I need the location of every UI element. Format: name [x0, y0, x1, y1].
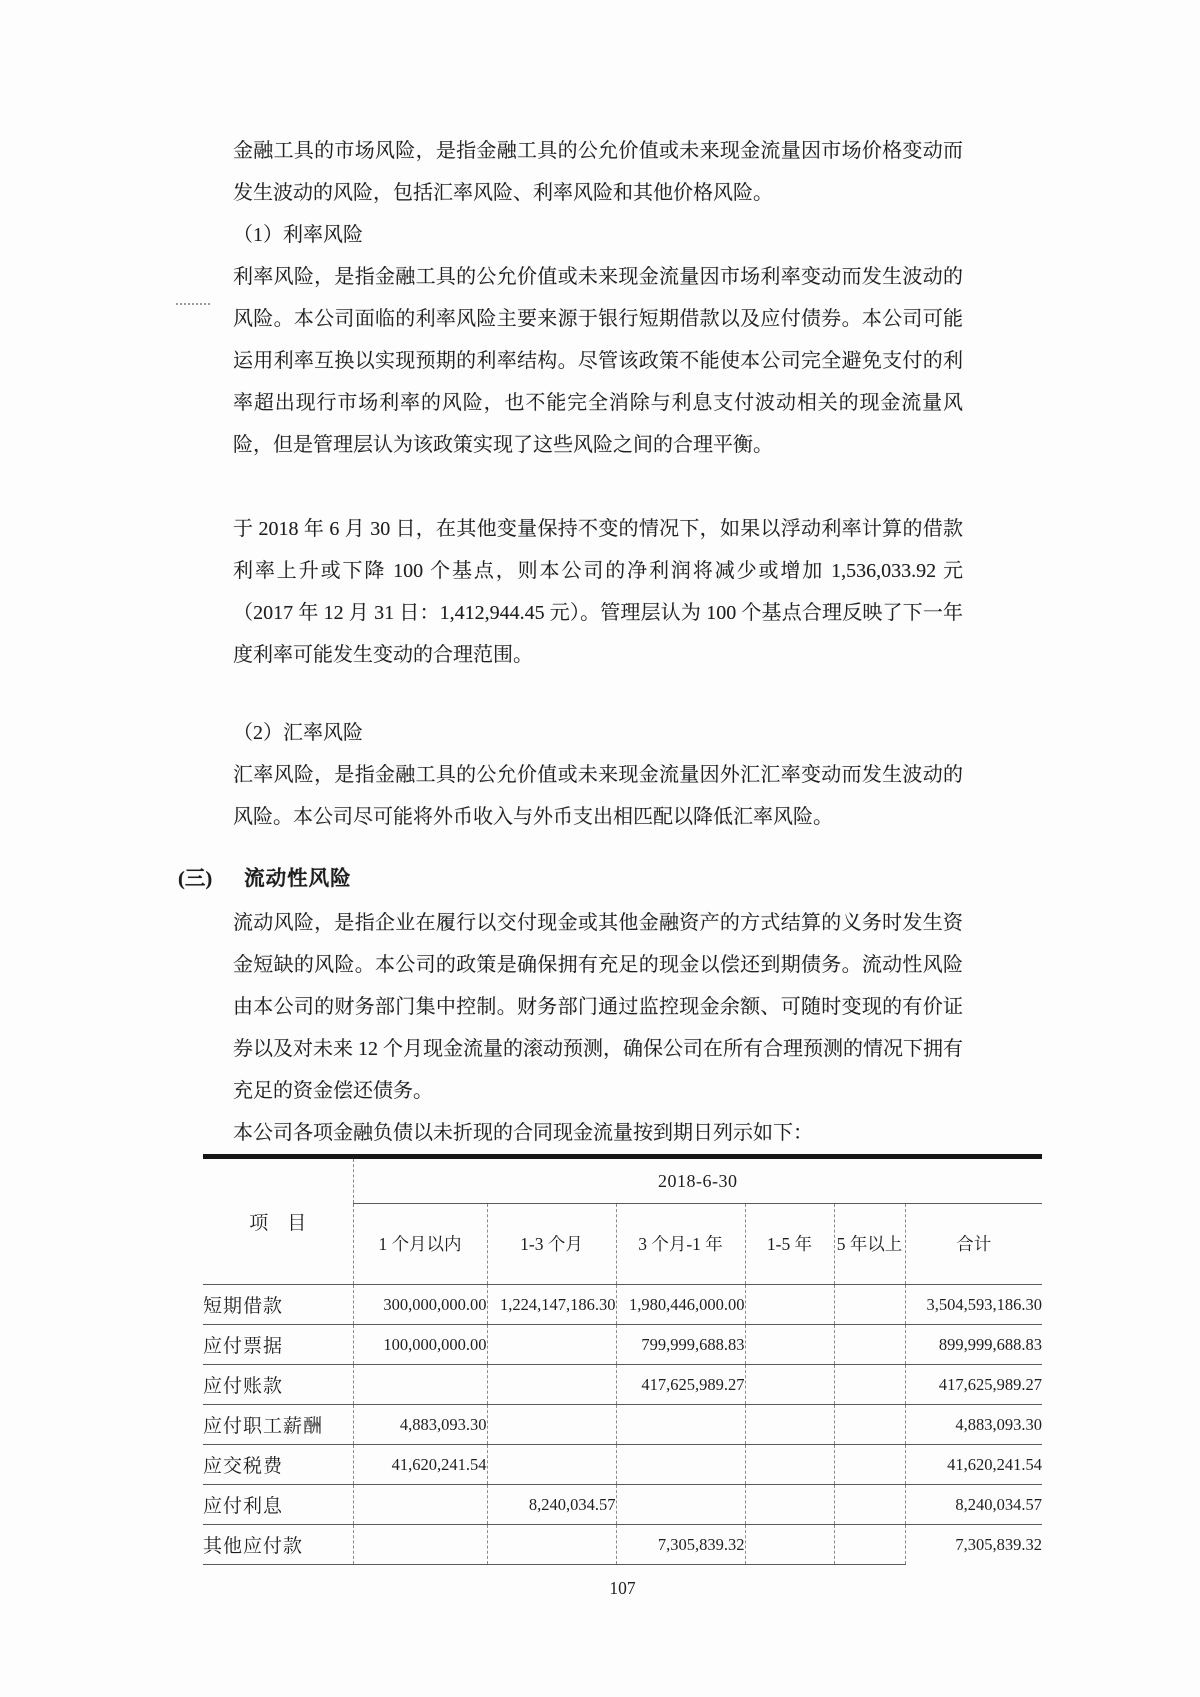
row-value: 799,999,688.83	[616, 1325, 745, 1365]
row-value: 7,305,839.32	[905, 1525, 1042, 1565]
row-value	[616, 1485, 745, 1525]
row-value: 417,625,989.27	[905, 1365, 1042, 1405]
row-value	[745, 1445, 834, 1485]
row-value: 4,883,093.30	[905, 1405, 1042, 1445]
row-item-label: 应交税费	[203, 1445, 353, 1485]
heading-interest-rate-risk: （1）利率风险	[233, 224, 363, 246]
para-market-risk: 金融工具的市场风险，是指金融工具的公允价值或未来现金流量因市场价格变动而发生波动的风险，包括汇率风险、利率风险和其他价格风险。	[233, 140, 963, 204]
row-item-label: 应付票据	[203, 1325, 353, 1365]
row-value	[834, 1445, 905, 1485]
table-row	[203, 1445, 1042, 1485]
row-value: 1,224,147,186.30	[487, 1285, 616, 1325]
row-value	[353, 1365, 487, 1405]
row-value: 100,000,000.00	[353, 1325, 487, 1365]
section-title: 流动性风险	[244, 868, 352, 890]
row-value	[616, 1405, 745, 1445]
row-value	[745, 1325, 834, 1365]
table-row	[203, 1325, 1042, 1365]
row-value	[834, 1525, 905, 1565]
table-row	[203, 1485, 1042, 1525]
table-row	[203, 1285, 1042, 1325]
row-value	[487, 1405, 616, 1445]
row-value	[834, 1405, 905, 1445]
row-item-label: 应付账款	[203, 1365, 353, 1405]
row-value: 899,999,688.83	[905, 1325, 1042, 1365]
row-value	[353, 1525, 487, 1565]
row-value	[745, 1365, 834, 1405]
row-value	[745, 1485, 834, 1525]
row-value	[834, 1365, 905, 1405]
row-value	[834, 1325, 905, 1365]
row-item-label: 应付职工薪酬	[203, 1405, 353, 1445]
table-header-col-over-5y: 5 年以上	[834, 1204, 905, 1285]
page-number: 107	[609, 1578, 636, 1598]
row-value	[353, 1485, 487, 1525]
row-value	[834, 1485, 905, 1525]
row-value: 4,883,093.30	[353, 1405, 487, 1445]
section-label: (三)	[178, 868, 213, 890]
table-header-item: 项 目	[203, 1157, 353, 1285]
table-header-col-1-5y: 1-5 年	[745, 1204, 834, 1285]
row-value: 3,504,593,186.30	[905, 1285, 1042, 1325]
row-value	[834, 1285, 905, 1325]
row-value	[487, 1325, 616, 1365]
row-value: 41,620,241.54	[353, 1445, 487, 1485]
para-interest-rate-risk-2: 于 2018 年 6 月 30 日，在其他变量保持不变的情况下，如果以浮动利率计算的借款利率上升或下降 100 个基点，则本公司的净利润将减少或增加 1,536,033.92 元（2017 年 12 月 31 日：1,412,944.45 元）。管理层认为 100 个基点合理反映了下一年度利率可能发生变动的合理范围。	[233, 518, 963, 666]
row-value: 7,305,839.32	[616, 1525, 745, 1565]
row-value: 300,000,000.00	[353, 1285, 487, 1325]
row-value: 1,980,446,000.00	[616, 1285, 745, 1325]
row-value	[487, 1525, 616, 1565]
row-value	[487, 1445, 616, 1485]
para-interest-rate-risk-1: 利率风险，是指金融工具的公允价值或未来现金流量因市场利率变动而发生波动的风险。本公司面临的利率风险主要来源于银行短期借款以及应付债券。本公司可能运用利率互换以实现预期的利率结构。尽管该政策不能使本公司完全避免支付的利率超出现行市场利率的风险，也不能完全消除与利息支付波动相关的现金流量风险，但是管理层认为该政策实现了这些风险之间的合理平衡。	[233, 266, 963, 456]
table-header-col-1m: 1 个月以内	[353, 1204, 487, 1285]
row-item-label: 短期借款	[203, 1285, 353, 1325]
margin-mark	[176, 303, 210, 305]
table-row	[203, 1405, 1042, 1445]
table-date-row	[203, 1157, 1042, 1204]
table-header-date: 2018-6-30	[353, 1157, 1042, 1204]
para-liquidity-risk: 流动风险，是指企业在履行以交付现金或其他金融资产的方式结算的义务时发生资金短缺的风险。本公司的政策是确保拥有充足的现金以偿还到期债务。流动性风险由本公司的财务部门集中控制。财务部门通过监控现金余额、可随时变现的有价证券以及对未来 12 个月现金流量的滚动预测，确保公司在所有合理预测的情况下拥有充足的资金偿还债务。	[233, 912, 963, 1102]
table-header-col-total: 合计	[905, 1204, 1042, 1285]
row-value	[745, 1525, 834, 1565]
row-value: 41,620,241.54	[905, 1445, 1042, 1485]
para-table-intro: 本公司各项金融负债以未折现的合同现金流量按到期日列示如下：	[233, 1122, 813, 1144]
row-value: 8,240,034.57	[905, 1485, 1042, 1525]
row-value	[487, 1365, 616, 1405]
row-value	[745, 1405, 834, 1445]
row-item-label: 应付利息	[203, 1485, 353, 1525]
row-value: 8,240,034.57	[487, 1485, 616, 1525]
maturity-table	[203, 1154, 1042, 1565]
heading-exchange-rate-risk: （2）汇率风险	[233, 722, 363, 744]
table-header-col-3m-1y: 3 个月-1 年	[616, 1204, 745, 1285]
table-row	[203, 1525, 1042, 1565]
row-value: 417,625,989.27	[616, 1365, 745, 1405]
table-row	[203, 1365, 1042, 1405]
row-item-label: 其他应付款	[203, 1525, 353, 1565]
row-value	[745, 1285, 834, 1325]
row-value	[616, 1445, 745, 1485]
table-header-col-1-3m: 1-3 个月	[487, 1204, 616, 1285]
heading-liquidity-risk	[178, 858, 352, 900]
para-exchange-rate-risk: 汇率风险，是指金融工具的公允价值或未来现金流量因外汇汇率变动而发生波动的风险。本公司尽可能将外币收入与外币支出相匹配以降低汇率风险。	[233, 764, 963, 828]
